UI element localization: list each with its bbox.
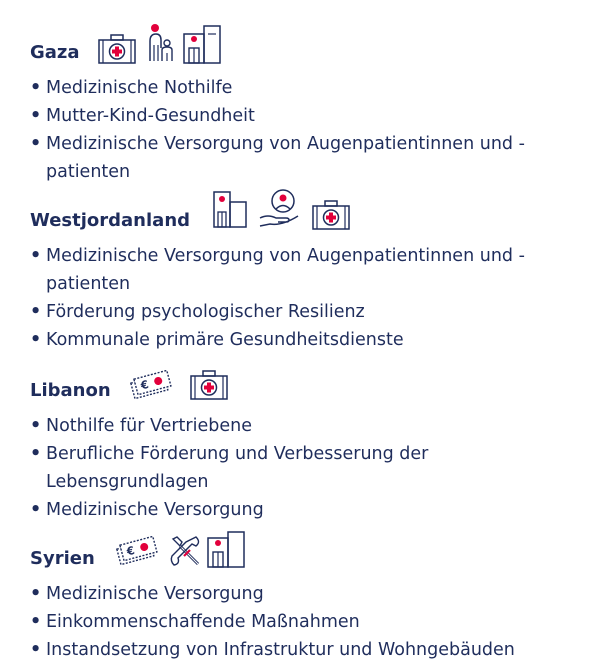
list-item: • Medizinische Versorgung von Augenpatientinnen und -patienten <box>30 130 546 186</box>
svg-text:€: € <box>139 377 151 393</box>
section-syrien <box>30 526 606 664</box>
list-item: • Medizinische Versorgung <box>30 496 606 524</box>
svg-text:€: € <box>125 543 137 559</box>
section-title: Westjordanland <box>30 210 191 231</box>
medical-kit-icon <box>98 34 136 64</box>
list-item: • Förderung psychologischer Resilienz <box>30 298 606 326</box>
hospital-building-icon <box>182 24 222 64</box>
section-header <box>30 526 290 572</box>
list-item: • Berufliche Förderung und Verbesserung der Lebensgrundlagen <box>30 440 496 496</box>
euro-money-icon <box>114 536 160 566</box>
westjordanland-list <box>30 242 606 354</box>
section-libanon <box>30 358 606 524</box>
section-header <box>30 20 290 66</box>
section-title: Gaza <box>30 42 80 63</box>
medical-kit-icon <box>312 200 350 230</box>
section-header <box>30 358 290 404</box>
section-gaza <box>30 20 606 186</box>
gaza-list <box>30 74 606 186</box>
list-item: • Nothilfe für Vertriebene <box>30 412 606 440</box>
list-item: • Medizinische Nothilfe <box>30 74 606 102</box>
section-westjordanland <box>30 188 606 354</box>
syrien-list <box>30 580 606 664</box>
list-item: • Medizinische Versorgung von Augenpatientinnen und -patienten <box>30 242 546 298</box>
euro-money-icon <box>128 370 174 400</box>
section-title: Syrien <box>30 548 95 569</box>
hospital-building-icon <box>206 530 246 568</box>
list-item: • Kommunale primäre Gesundheitsdienste <box>30 326 606 354</box>
list-item: • Medizinische Versorgung <box>30 580 606 608</box>
list-item: • Mutter-Kind-Gesundheit <box>30 102 606 130</box>
hospital-building-icon <box>212 190 248 228</box>
mother-child-icon <box>148 23 174 63</box>
section-header <box>30 188 370 234</box>
list-item: • Einkommenschaffende Maßnahmen <box>30 608 606 636</box>
section-title: Libanon <box>30 380 111 401</box>
tools-icon <box>168 534 202 568</box>
libanon-list <box>30 412 606 524</box>
person-care-hand-icon <box>258 188 300 228</box>
medical-kit-icon <box>190 370 228 400</box>
list-item: • Instandsetzung von Infrastruktur und Wohngebäuden <box>30 636 606 664</box>
